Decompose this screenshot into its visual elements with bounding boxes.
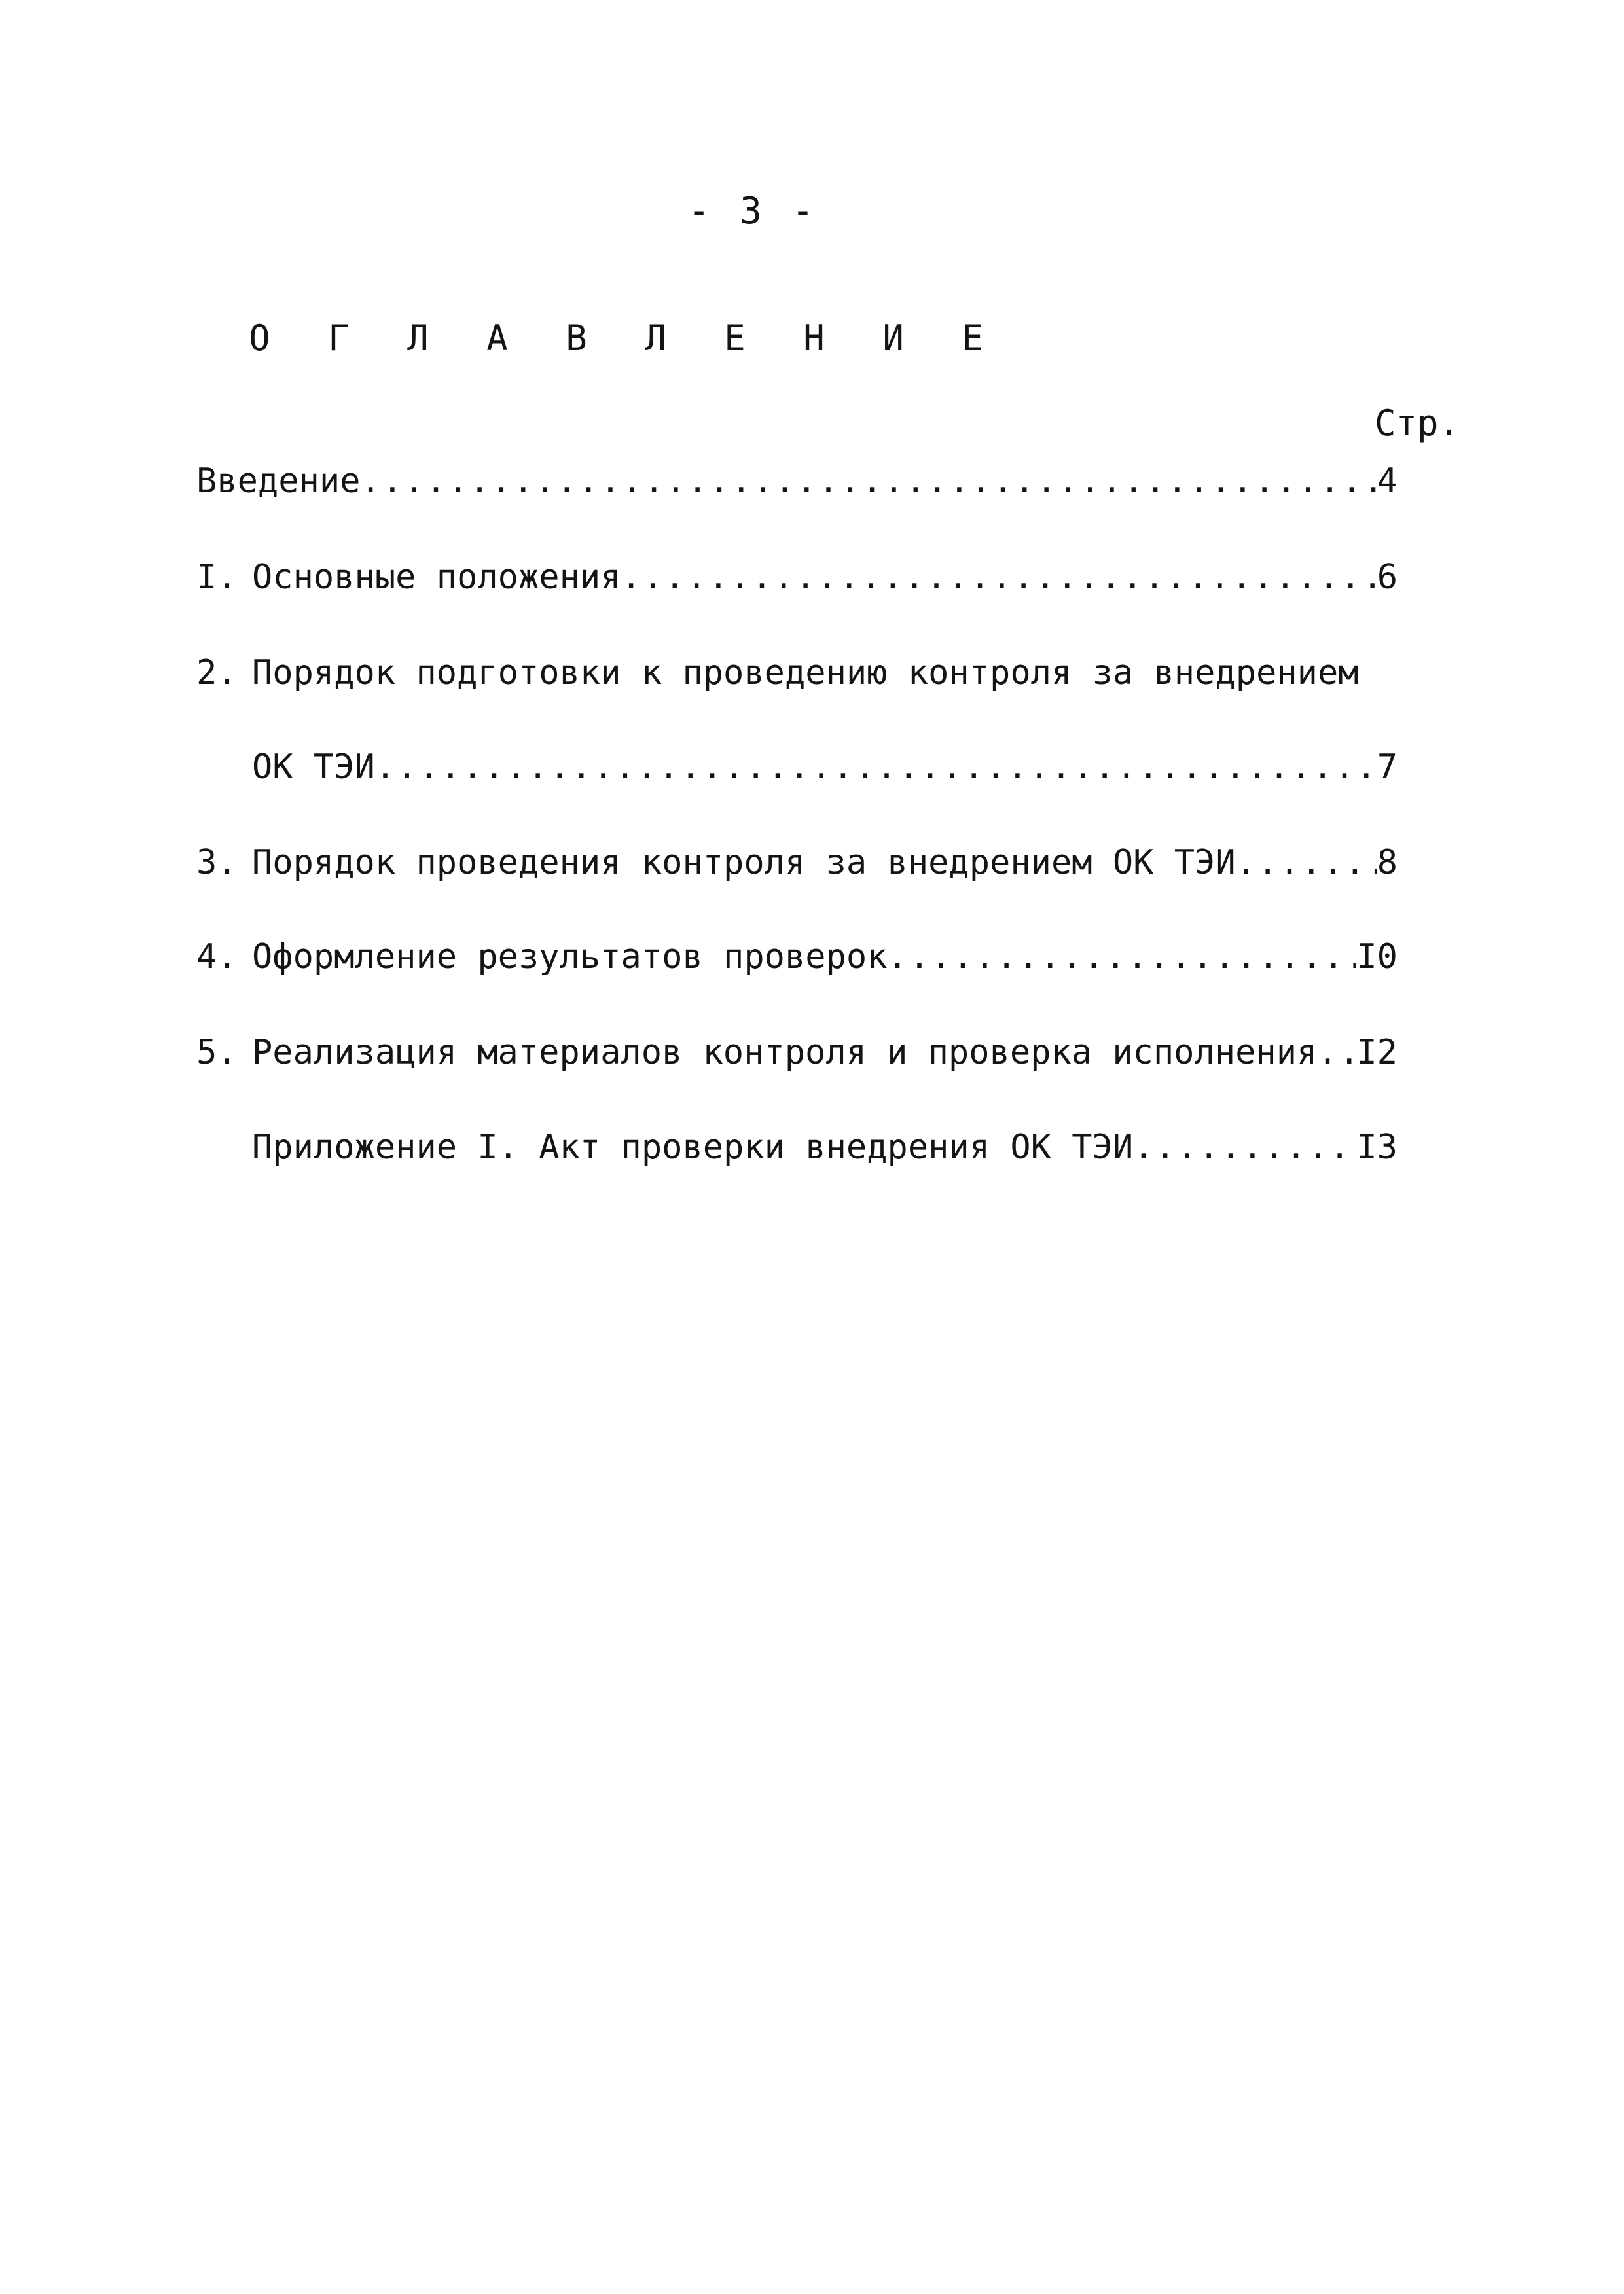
toc-entry-4[interactable] (196, 937, 1398, 983)
toc-title: О Г Л А В Л Е Н И Е (249, 317, 1001, 359)
dot-leader (621, 558, 1377, 597)
toc-entry-2-line1[interactable] (196, 653, 1398, 699)
dot-leader (375, 747, 1377, 787)
toc-entry-page: I0 (1356, 937, 1398, 977)
toc-word: Реализация (252, 1033, 458, 1072)
toc-entry-number: I. (196, 558, 238, 597)
toc-entry-page: 7 (1377, 747, 1398, 787)
toc-entry-number: 2. (196, 653, 238, 692)
toc-entry-page: 4 (1377, 461, 1398, 501)
toc-word: и (887, 1033, 908, 1072)
toc-entry-5[interactable] (196, 1033, 1398, 1079)
toc-entry-text: Порядок подготовки к проведению контроля за внедрением (252, 653, 1359, 692)
toc-entry-text: ОК ТЭИ (252, 747, 375, 787)
dot-leader (360, 461, 1377, 501)
toc-entry-text: Введение (196, 461, 361, 501)
toc-word: исполнения (1112, 1033, 1318, 1072)
toc-word: контроля (702, 1033, 867, 1072)
dot-leader (888, 937, 1357, 977)
toc-entry-appendix[interactable] (252, 1128, 1398, 1174)
toc-entry-intro[interactable] (196, 461, 1398, 507)
toc-entry-text: Оформление результатов проверок (252, 937, 888, 977)
dot-leader (1317, 1033, 1356, 1072)
toc-entry-number: 5. (196, 1033, 238, 1072)
toc-entry-3[interactable] (196, 843, 1398, 889)
toc-entry-number: 4. (196, 937, 238, 977)
page-column-header: Стр. (1375, 403, 1460, 444)
toc-entry-text: Приложение I. Акт проверки внедрения ОК ТЭИ (252, 1128, 1134, 1167)
toc-entry-text: Порядок проведения контроля за внедрением ОК ТЭИ (252, 843, 1236, 882)
dot-leader (1236, 843, 1377, 882)
dot-leader (1133, 1128, 1356, 1167)
toc-entry-page: I2 (1356, 1033, 1398, 1072)
toc-entry-text: Основные положения (252, 558, 621, 597)
toc-entry-page: 6 (1377, 558, 1398, 597)
toc-entry-number: 3. (196, 843, 238, 882)
toc-entry-2-line2[interactable] (252, 747, 1398, 793)
toc-entry-page: 8 (1377, 843, 1398, 882)
toc-entry-1[interactable] (196, 558, 1398, 603)
page-number: - 3 - (687, 190, 818, 232)
toc-entry-page: I3 (1356, 1128, 1398, 1167)
toc-word: проверка (928, 1033, 1092, 1072)
toc-word: материалов (477, 1033, 683, 1072)
toc-entry-text (252, 1033, 1317, 1072)
